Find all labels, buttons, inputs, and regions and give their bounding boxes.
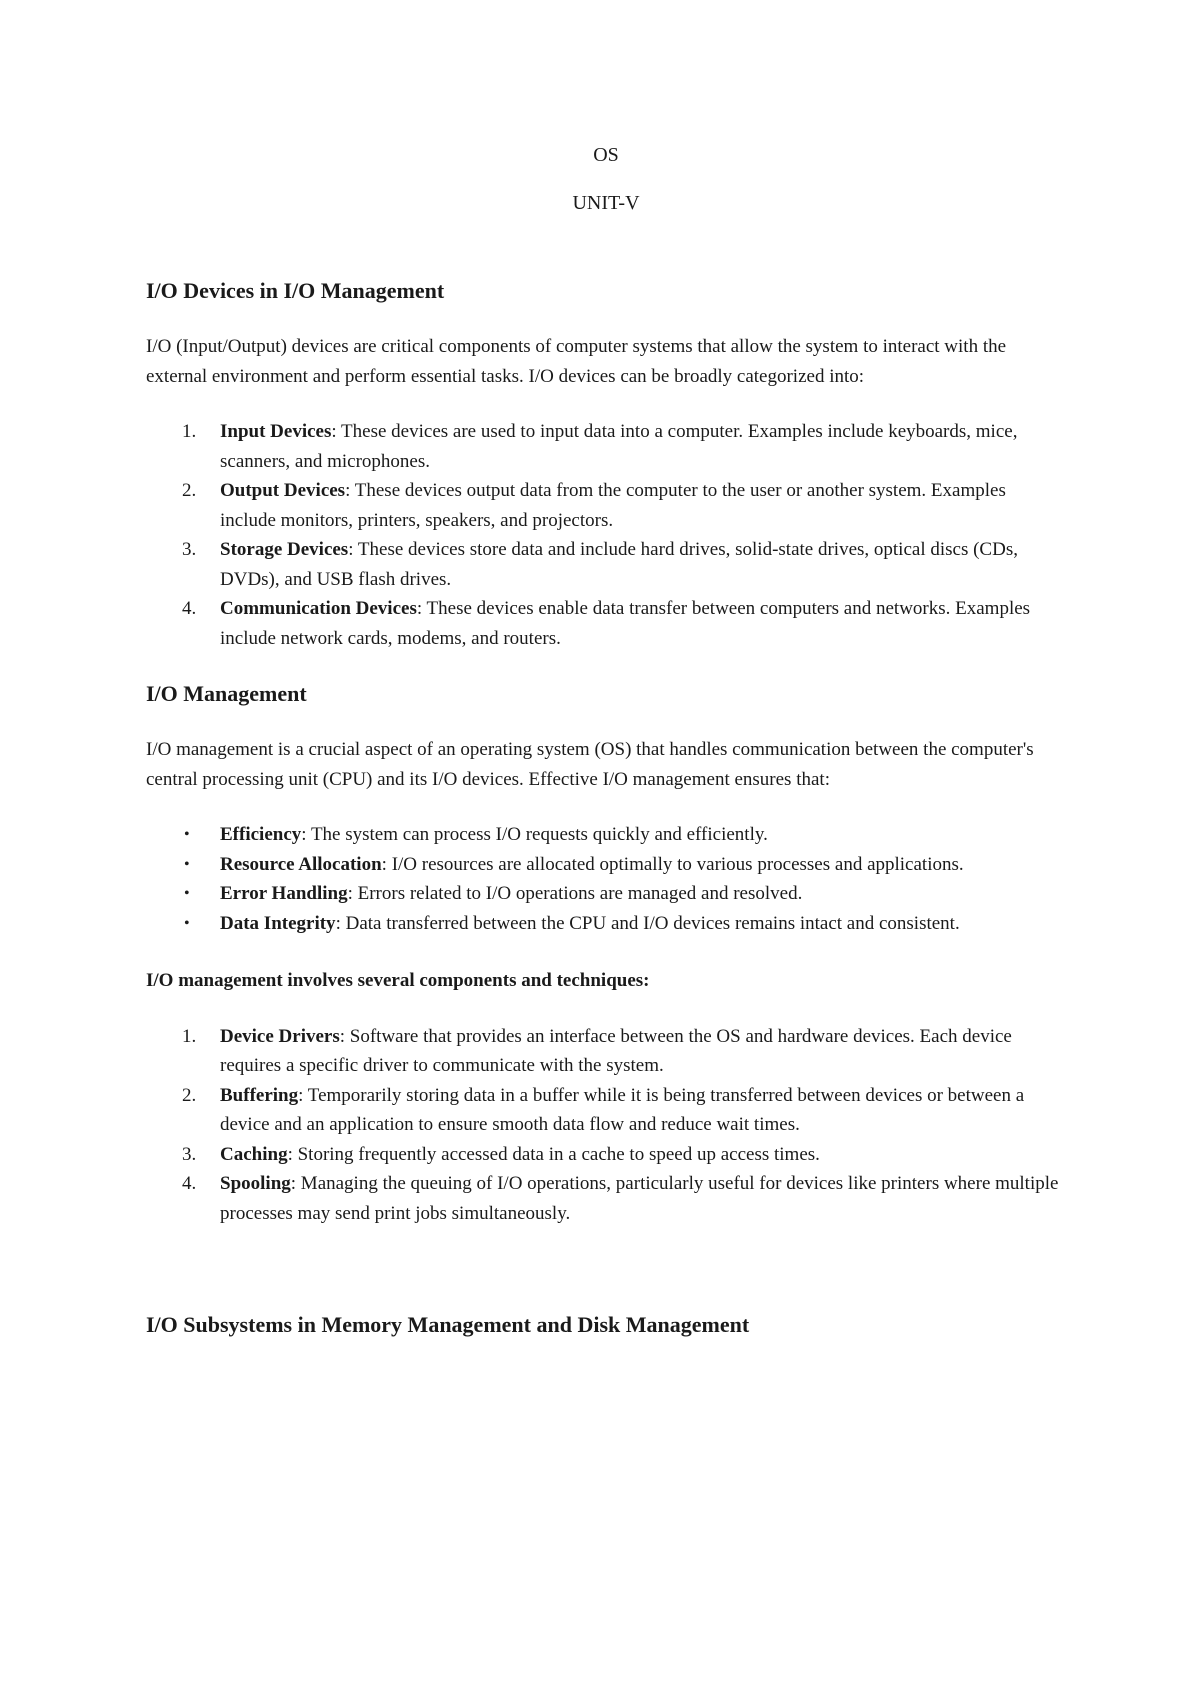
list-item-text: : These devices store data and include hard drives, solid-state drives, optical discs (CDs, DVDs), and USB flash drives. [220, 539, 1018, 590]
list-item-term: Caching [220, 1143, 288, 1165]
list-item-text: : Managing the queuing of I/O operations, particularly useful for devices like printers where multiple processes may send print jobs simultaneously. [220, 1173, 1059, 1224]
list-item [146, 594, 1066, 653]
unit-title: UNIT-V [572, 192, 640, 214]
list-management-components [146, 1022, 1066, 1229]
list-item-text: : I/O resources are allocated optimally to various processes and applications. [381, 853, 964, 875]
paragraph-io-devices-intro: I/O (Input/Output) devices are critical components of computer systems that allow the system to interact with the external environment and perform essential tasks. I/O devices can be broadly categorized into: [146, 336, 1007, 387]
heading-io-subsystems: I/O Subsystems in Memory Management and Disk Management [146, 1312, 750, 1337]
list-item-text: : Errors related to I/O operations are managed and resolved. [347, 883, 803, 904]
paragraph-io-management-intro: I/O management is a crucial aspect of an operating system (OS) that handles communication between the computer's central processing unit (CPU) and its I/O devices. Effective I/O management ensures that: [146, 739, 1034, 790]
list-item [146, 1169, 1066, 1228]
list-item-text: : These devices are used to input data into a computer. Examples include keyboards, mice, scanners, and microphones. [220, 421, 1018, 472]
document-title: OS [593, 144, 619, 166]
list-item-term: Spooling [220, 1173, 291, 1194]
list-number: 3. [182, 1143, 197, 1165]
list-item-term: Efficiency [220, 824, 302, 845]
heading-io-management: I/O Management [146, 681, 307, 706]
list-item-text: : Storing frequently accessed data in a cache to speed up access times. [287, 1143, 820, 1165]
list-item-text: : These devices enable data transfer between computers and networks. Examples include network cards, modems, and routers. [220, 598, 1031, 649]
list-item [146, 820, 1066, 850]
list-item-text: : The system can process I/O requests quickly and efficiently. [301, 824, 768, 845]
list-item-term: Communication Devices [220, 598, 417, 619]
bullet-icon: • [184, 855, 190, 873]
list-number: 4. [182, 1173, 197, 1194]
list-item [146, 1022, 1066, 1081]
bullet-icon: • [184, 914, 190, 932]
list-item-term: Storage Devices [220, 539, 349, 560]
list-item-text: : Temporarily storing data in a buffer while it is being transferred between devices or between a device and an application to ensure smooth data flow and reduce wait times. [220, 1084, 1025, 1135]
list-item [146, 535, 1066, 594]
list-item [146, 850, 1066, 880]
list-item-text: : Data transferred between the CPU and I/O devices remains intact and consistent. [335, 912, 960, 934]
list-item-text: : Software that provides an interface between the OS and hardware devices. Each device requires a specific driver to communicate with the system. [220, 1025, 1012, 1076]
list-item-term: Resource Allocation [220, 853, 382, 875]
list-management-goals [146, 820, 1066, 938]
bullet-icon: • [184, 826, 190, 843]
list-number: 4. [182, 598, 197, 619]
heading-io-devices: I/O Devices in I/O Management [146, 278, 445, 303]
list-device-categories [146, 417, 1066, 653]
list-item-term: Input Devices [220, 421, 332, 442]
list-item-term: Data Integrity [220, 912, 336, 934]
list-number: 1. [182, 421, 197, 442]
list-item-term: Device Drivers [220, 1025, 340, 1047]
list-item-term: Buffering [220, 1084, 299, 1106]
list-item [146, 879, 1066, 909]
list-item-text: : These devices output data from the computer to the user or another system. Examples include monitors, printers, speakers, and projectors. [220, 480, 1006, 531]
list-number: 2. [182, 1084, 197, 1106]
list-number: 3. [182, 539, 197, 560]
list-number: 1. [182, 1025, 197, 1047]
bullet-icon: • [184, 885, 190, 902]
list-item [146, 1081, 1066, 1140]
list-item [146, 909, 1066, 939]
list-item-term: Error Handling [220, 883, 348, 904]
document-content [146, 140, 1066, 1340]
list-item [146, 1140, 1066, 1170]
list-item [146, 417, 1066, 476]
subheading-components: I/O management involves several components and techniques: [146, 970, 650, 991]
list-number: 2. [182, 480, 197, 501]
list-item-term: Output Devices [220, 480, 346, 501]
list-item [146, 476, 1066, 535]
